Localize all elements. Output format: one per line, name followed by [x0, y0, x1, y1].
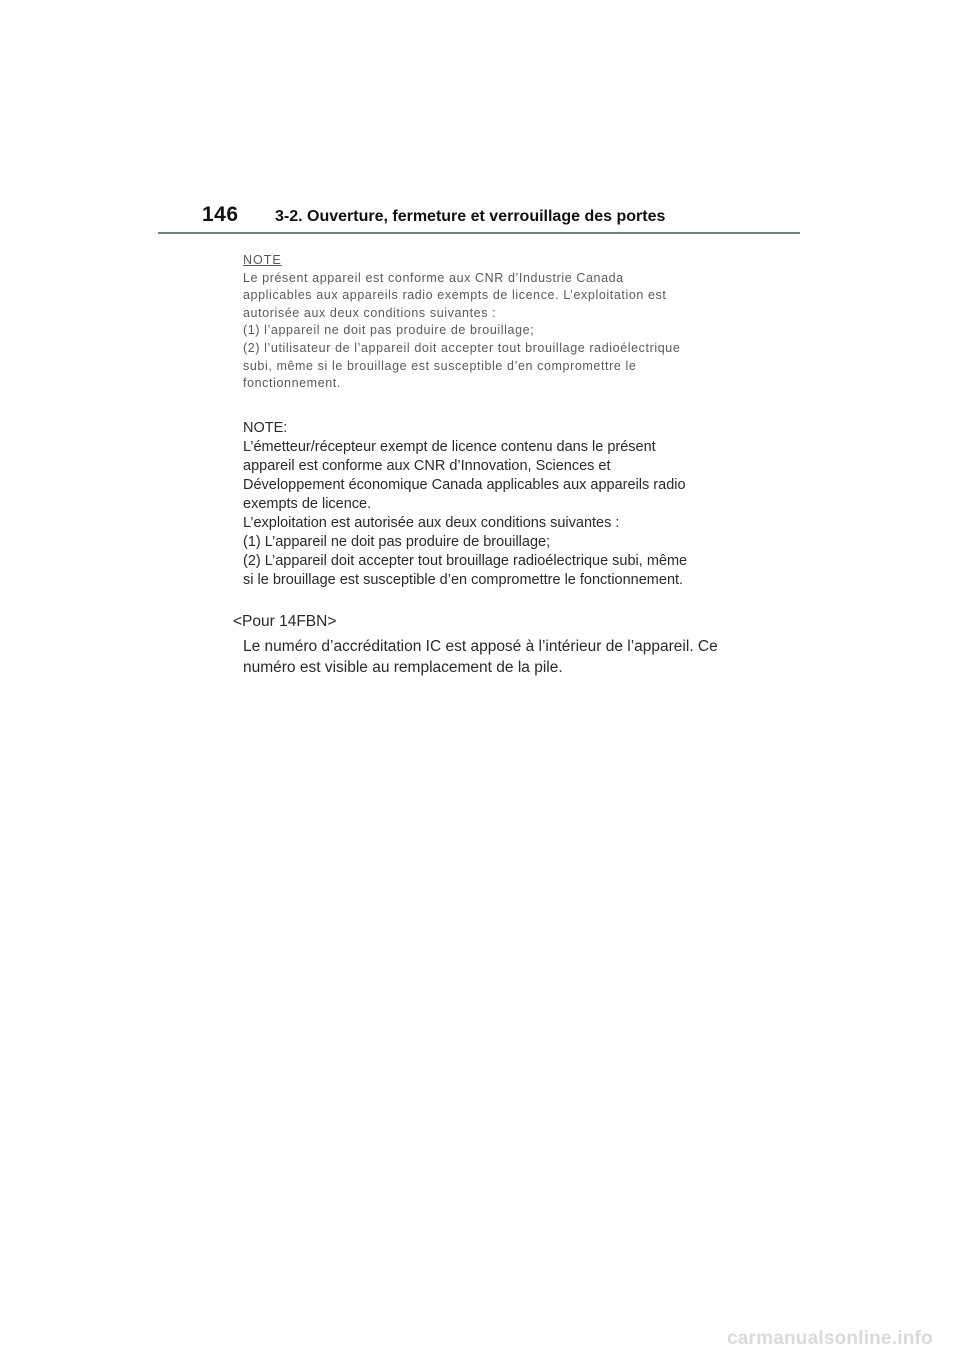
note-line: L’émetteur/récepteur exempt de licence contenu dans le présent — [243, 439, 656, 455]
paragraph-line: Le numéro d’accréditation IC est apposé à l’intérieur de l’appareil. Ce — [243, 638, 718, 655]
note-line: (2) L’appareil doit accepter tout brouillage radioélectrique subi, même — [243, 553, 688, 569]
note-line: si le brouillage est susceptible d’en compromettre le fonctionnement. — [243, 572, 684, 588]
note-line: (1) L’appareil ne doit pas produire de brouillage; — [243, 534, 551, 550]
note-line: subi, même si le brouillage est susceptible d’en compromettre le — [243, 358, 637, 373]
note-line: Développement économique Canada applicables aux appareils radio — [243, 477, 686, 493]
note-line: appareil est conforme aux CNR d’Innovation, Sciences et — [243, 458, 611, 474]
page-header — [158, 200, 800, 234]
note-line: (2) l’utilisateur de l’appareil doit accepter tout brouillage radioélectrique — [243, 340, 681, 355]
note-line: L’exploitation est autorisée aux deux conditions suivantes : — [243, 515, 620, 531]
note-line: fonctionnement. — [243, 376, 341, 391]
note-industry-canada — [243, 252, 713, 393]
page-number: 146 — [202, 203, 239, 226]
paragraph-line: numéro est visible au remplacement de la pile. — [243, 659, 563, 676]
ic-number-paragraph — [243, 636, 723, 678]
note-line: (1) l’appareil ne doit pas produire de brouillage; — [243, 323, 535, 338]
model-label: <Pour 14FBN> — [233, 613, 337, 630]
note-ised — [243, 419, 723, 590]
header-divider — [158, 232, 800, 234]
note-line: applicables aux appareils radio exempts de licence. L’exploitation est — [243, 288, 667, 303]
note-line: autorisée aux deux conditions suivantes : — [243, 305, 497, 320]
note-heading: NOTE — [243, 253, 282, 267]
site-watermark: carmanualsonline.info — [727, 1328, 933, 1349]
note-line: Le présent appareil est conforme aux CNR d’Industrie Canada — [243, 270, 624, 285]
section-title: 3-2. Ouverture, fermeture et verrouillage des portes — [275, 208, 666, 225]
note-heading: NOTE: — [243, 420, 288, 436]
note-line: exempts de licence. — [243, 496, 372, 512]
